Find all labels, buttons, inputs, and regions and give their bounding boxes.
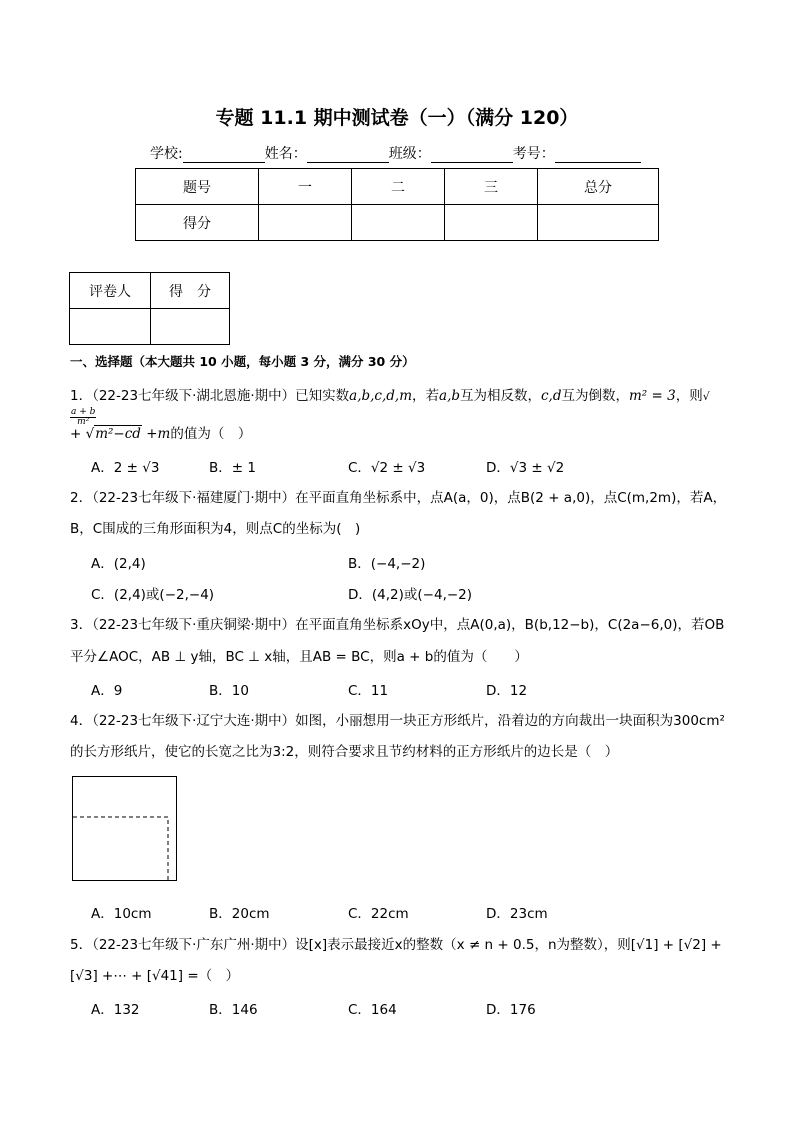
q1-option-a[interactable]: A．2 ± √3 [91, 460, 160, 476]
section-heading: 一、选择题（本大题共 10 小题，每小题 3 分，满分 30 分） [70, 354, 415, 369]
q4-option-a[interactable]: A．10cm [91, 906, 152, 922]
exam-no-label: 考号： [512, 146, 555, 162]
header-cell: 三 [445, 169, 538, 205]
page-title: 专题 11.1 期中测试卷（一）（满分 120） [215, 107, 579, 129]
score-cell[interactable] [538, 205, 659, 241]
q3-option-a[interactable]: A．9 [91, 683, 123, 699]
q5-option-b[interactable]: B．146 [209, 1002, 258, 1018]
question-4-line-1: 4．（22-23七年级下·辽宁大连·期中）如图，小丽想用一块正方形纸片，沿着边的方向裁出一块面积为300cm² [70, 713, 725, 729]
q2-option-c[interactable]: C．(2,4)或(−2,−4) [91, 587, 215, 603]
score-table-score-row [136, 205, 659, 241]
q4-option-b[interactable]: B．20cm [209, 906, 270, 922]
score-table [135, 168, 659, 241]
grader-score-cell[interactable] [151, 309, 230, 345]
score-cell[interactable] [352, 205, 445, 241]
school-blank[interactable] [183, 146, 265, 163]
student-info-line [150, 143, 641, 163]
name-blank[interactable] [307, 146, 389, 163]
score-table-header-row [136, 169, 659, 205]
grader-label: 评卷人 [70, 273, 151, 309]
square-paper-figure [72, 776, 178, 883]
fraction: $\frac{a + b}{\text{m²}}$ [71, 406, 96, 427]
question-5-line-2: [√3] +⋯ + [√41] =（ ） [70, 968, 240, 984]
question-4-line-2: 的长方形纸片，使它的长宽之比为3:2，则符合要求且节约材料的正方形纸片的边长是（ ） [70, 744, 619, 760]
q5-option-c[interactable]: C．164 [348, 1002, 397, 1018]
q4-option-c[interactable]: C．22cm [348, 906, 409, 922]
header-cell: 二 [352, 169, 445, 205]
q1-option-d[interactable]: D．√3 ± √2 [486, 460, 565, 476]
question-1-line-1: 1．（22-23七年级下·湖北恩施·期中）已知实数a,b,c,d,m，若a,b互为相反数，c,d互为倒数，m² = 3，则√ $\frac{a + b}{\text{m²}}$ [70, 388, 710, 427]
row-label-cell: 得分 [136, 205, 259, 241]
question-5-line-1: 5．（22-23七年级下·广东广州·期中）设[x]表示最接近x的整数（x ≠ n + 0.5，n为整数），则[√1] + [√2] + [70, 937, 722, 953]
class-blank[interactable] [431, 146, 513, 163]
question-3-line-2: 平分∠AOC，AB ⊥ y轴，BC ⊥ x轴，且AB = BC，则a + b的值为（ ） [70, 649, 528, 665]
school-label: 学校: [150, 146, 183, 162]
question-3-line-1: 3．（22-23七年级下·重庆铜梁·期中）在平面直角坐标系xOy中，点A(0,a)，B(b,12−b)，C(2a−6,0)，若OB [70, 617, 725, 633]
q3-option-d[interactable]: D．12 [486, 683, 528, 699]
header-cell: 题号 [136, 169, 259, 205]
q3-option-c[interactable]: C．11 [348, 683, 389, 699]
cut-rectangle-dashed [73, 817, 168, 881]
score-cell[interactable] [259, 205, 352, 241]
q1-option-c[interactable]: C．√2 ± √3 [348, 460, 426, 476]
q1-option-b[interactable]: B．± 1 [209, 460, 256, 476]
grader-table [69, 272, 230, 345]
grader-cell[interactable] [70, 309, 151, 345]
name-label: 姓名： [264, 146, 307, 162]
header-cell: 一 [259, 169, 352, 205]
q3-option-b[interactable]: B．10 [209, 683, 249, 699]
question-2-line-1: 2．（22-23七年级下·福建厦门·期中）在平面直角坐标系中，点A(a，0)，点B(2 + a,0)，点C(m,2m)，若A， [70, 490, 727, 506]
question-1-line-2: + √m²−cd +m的值为（ ） [70, 426, 252, 442]
q2-option-d[interactable]: D．(4,2)或(−4,−2) [348, 587, 473, 603]
exam-no-blank[interactable] [555, 146, 641, 163]
header-cell: 总分 [538, 169, 659, 205]
q2-option-b[interactable]: B．(−4,−2) [348, 556, 426, 572]
q5-option-d[interactable]: D．176 [486, 1002, 536, 1018]
class-label: 班级： [388, 146, 431, 162]
grader-score-label: 得 分 [151, 273, 230, 309]
question-2-line-2: B，C围成的三角形面积为4，则点C的坐标为( ) [70, 521, 361, 537]
q4-option-d[interactable]: D．23cm [486, 906, 548, 922]
q5-option-a[interactable]: A．132 [91, 1002, 140, 1018]
score-cell[interactable] [445, 205, 538, 241]
q2-option-a[interactable]: A．(2,4) [91, 556, 146, 572]
square-outline [73, 777, 177, 881]
